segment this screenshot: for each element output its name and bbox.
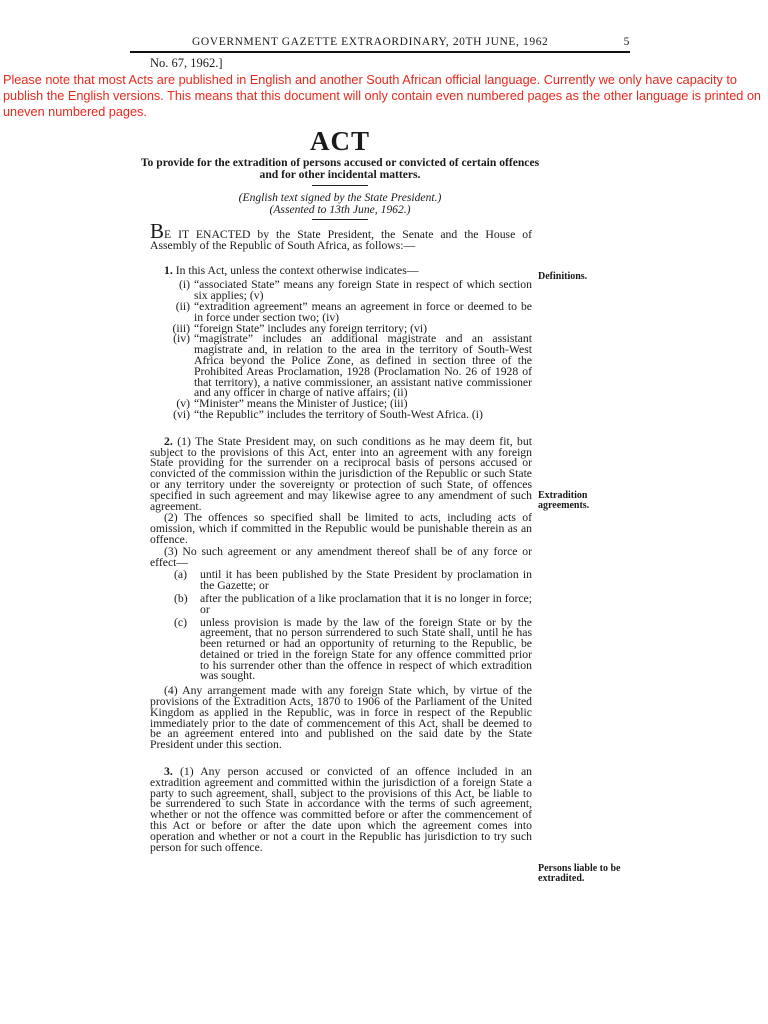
conditions-list	[150, 570, 532, 682]
page-number: 5	[623, 36, 630, 48]
condition-item: (b) after the publication of a like proclamation that it is no longer in force; or	[174, 591, 532, 616]
definition-item: (v) “Minister” means the Minister of Justice; (iii)	[176, 397, 408, 411]
divider	[312, 219, 368, 220]
divider	[312, 185, 368, 186]
section-1-intro-text: In this Act, unless the context otherwise indicates—	[175, 263, 419, 277]
definition-item: (iv) “magistrate” includes an additional magistrate and an assistant magistrate and, in relation to the area in the territory of South-West Africa beyond the Police Zone, as defined in section three of the Prohibited Areas Proclamation, 1928 (Proclamation No. 26 of 1928 of that territory), a native commissioner, an assistant native commissioner and any officer in charge of native affairs; (ii)	[173, 332, 532, 400]
act-body	[150, 219, 533, 854]
assented-line: (Assented to 13th June, 1962.)	[269, 203, 411, 216]
section-1-intro	[150, 263, 532, 277]
definitions-list	[150, 280, 532, 420]
act-number: No. 67, 1962.]	[150, 56, 223, 70]
section-2-para-2: (2) The offences so specified shall be limited to acts, including acts of omission, which if committed in the Republic would be punishable therein as an offence.	[150, 511, 532, 546]
language-notice: Please note that most Acts are published in English and another South African official language. Currently we only have capacity to publish the English versions. This means that this document will only contain even numbered pages as the other language is printed on uneven numbered pages.	[3, 73, 761, 119]
section-2-para-4: (4) Any arrangement made with any foreign State which, by virtue of the provisions of the Extradition Acts, 1870 to 1906 of the Parliament of the United Kingdom as applied in the Republic, was in force in respect of the Republic immediately prior to the date of commencement of this Act, shall be deemed to be an agreement entered into and published on the said date by the State President under this section.	[150, 684, 532, 752]
section-2-para-3: (3) No such agreement or any amendment thereof shall be of any force or effect—	[150, 544, 532, 569]
definition-item: (vi) “the Republic” includes the territory of South-West Africa. (i)	[173, 407, 483, 421]
definition-item: (iii) “foreign State” includes any foreign territory; (vi)	[172, 321, 428, 335]
condition-item: (a) until it has been published by the State President by proclamation in the Gazette; or	[174, 568, 532, 593]
section-3-para-1: 3. (1) Any person accused or convicted of an offence included in an extradition agreement and committed within the jurisdiction of a foreign State a party to such agreement, shall, subject to the provisions of this Act, be liable to be surrendered to such State in accordance with the terms of such agreement, whether or not the offence was committed before or after the commencement of this Act or before or after the date upon which the agreement comes into operation and whether or not a court in the Republic has jurisdiction to try such person for such offence.	[150, 765, 533, 854]
enacting-clause	[150, 219, 532, 252]
drop-cap: B	[150, 219, 165, 243]
section-1-number: 1.	[164, 263, 173, 277]
enacting-text: E IT ENACTED by the State President, the Senate and the House of Assembly of the Republic of South Africa, as follows:—	[150, 228, 532, 252]
section-3-number: 3.	[164, 765, 173, 779]
definition-item: (i) “associated State” means any foreign State in respect of which section six applies; (v)	[178, 278, 532, 303]
section-2-para-1: 2. (1) The State President may, on such conditions as he may deem fit, but subject to the provisions of this Act, enter into an agreement with any foreign State providing for the surrender on a reciprocal basis of persons accused or convicted of the commission within the jurisdiction of the Republic or such State or any territory under the sovereignty or protection of such State, of offences specified in such agreement and may likewise agree to any amendment of such agreement.	[150, 434, 532, 513]
gazette-title: GOVERNMENT GAZETTE EXTRAORDINARY, 20TH JUNE, 1962	[192, 36, 549, 48]
margin-note-extradition-agreements: Extradition agreements.	[538, 490, 590, 511]
act-heading: ACT	[309, 126, 370, 156]
section-2-number: 2.	[164, 434, 173, 448]
margin-note-persons-liable: Persons liable to be extradited.	[538, 863, 621, 884]
margin-note-definitions: Definitions.	[538, 271, 588, 282]
signed-line: (English text signed by the State President.)	[238, 191, 442, 204]
signature-block	[140, 192, 540, 216]
gazette-header	[130, 36, 630, 53]
condition-item: (c) unless provision is made by the law of the foreign State or by the agreement, that no person surrendered to such State shall, until he has been returned or had an opportunity of returning to the Republic, be detained or tried in the foreign State for any offence committed prior to his surrender other than the offence in respect of which extradition was sought.	[174, 615, 532, 683]
long-title: To provide for the extradition of persons accused or convicted of certain offences and for other incidental matters.	[140, 156, 540, 181]
definition-item: (ii) “extradition agreement” means an agreement in force or deemed to be in force under section two; (iv)	[175, 299, 532, 324]
